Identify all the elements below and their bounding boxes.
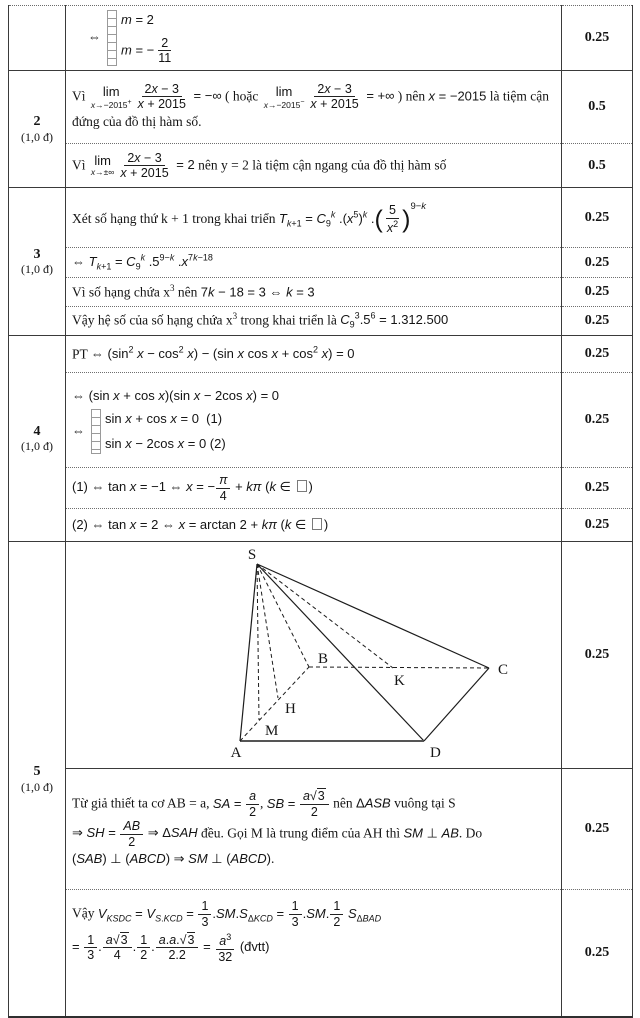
points-cell: 0.25	[562, 542, 633, 769]
points-cell: 0.25	[562, 769, 633, 890]
label-M: M	[265, 723, 279, 739]
points-cell: 0.25	[562, 336, 633, 373]
points-cell: 0.25	[562, 373, 633, 468]
solution-cell: PT ⇔ ($\sin^2$ $x - \cos^2 x) - (\sin$ x $\cos x + \cos^2 x) = 0$	[66, 336, 562, 373]
figure-cell	[66, 542, 562, 769]
solution-cell: Vậy hệ số của số hạng chứa $x^3$ trong khai triển là $C_9^3.5^6 = 1.312.500$	[66, 307, 562, 336]
row-q3b	[9, 248, 633, 278]
solution-cell: Vì lim x→−2015+ $\frac{2x - 3}{x + 2015}$ = −∞ ( hoặc lim x→−2015− $\frac{2x - 3}{x + 2015}$ = +∞ ) nên x = −2015 là tiệm cận đứng của đồ thị hàm số.	[66, 71, 562, 144]
row-q2a	[9, 71, 633, 144]
points-cell: 0.25	[562, 307, 633, 336]
label-K: K	[394, 673, 405, 689]
label-D: D	[430, 745, 441, 761]
question-number: 3	[33, 246, 41, 262]
question-cell-4	[9, 336, 66, 542]
answer-key-table	[8, 5, 633, 1018]
solution-cell: Vì lim x→±∞ $\frac{2x - 3}{x + 2015}$ = 2 nên y = 2 là tiệm cận ngang của đồ thị hàm số	[66, 144, 562, 188]
row-q1-case	[9, 6, 633, 71]
points-cell: 0.25	[562, 890, 633, 1018]
points-cell: 0.25	[562, 468, 633, 509]
question-number: 2	[33, 114, 41, 130]
solution-cell: Vì số hạng chứa $x^3$ nên 7k − 18 = 3 ⇔ k = 3	[66, 278, 562, 307]
row-q4d	[9, 509, 633, 542]
row-q4c	[9, 468, 633, 509]
question-score: (1,0 đ)	[21, 779, 53, 794]
points-cell: 0.5	[562, 71, 633, 144]
solution-cell: Vậy $V_{KSDC} = V_{S.KCD}$ = $\frac{1}{3}$ $.SM.S_{\Delta KCD}$ = $\frac{1}{3}$ .SM. $\frac{1}{2}$ $S_{\Delta BAD}$ = $\frac{1}{3}$ . $\frac{a√3}{4}$ . $\frac{1}{2}$ . $\frac{a.a.√3}{2.2}$ = $\frac{a^3}{32}$ (đvtt)	[66, 890, 562, 1018]
solution-cell: Xét số hạng thứ k + 1 trong khai triển $T_{k+1} = C_9^k$ $.(x^5)^k$ .( $\frac{5}{x^2}$ )$^{9-k}$	[66, 188, 562, 248]
question-cell-empty	[9, 6, 66, 71]
question-score: (1,0 đ)	[21, 129, 53, 144]
question-score: (1,0 đ)	[21, 262, 53, 276]
row-q5b	[9, 769, 633, 890]
row-q5c	[9, 890, 633, 1018]
question-cell-2	[9, 71, 66, 188]
row-q3a	[9, 188, 633, 248]
label-B: B	[318, 651, 329, 667]
vertex-labels	[231, 547, 508, 761]
pyramid-figure	[66, 542, 560, 762]
label-S: S	[247, 547, 257, 563]
solution-cell: Từ giả thiết ta cơ AB = a, SA = $\frac{a}{2}$ , SB = $\frac{a√3}{2}$ nên ΔASB vuông tại S ⇒ SH = $\frac{AB}{2}$ ⇒ ΔSAH đều. Gọi M là trung điểm của AH thì SM ⊥ AB. Do (SAB) ⊥ (ABCD) ⇒ SM ⊥ (ABCD).	[66, 769, 562, 890]
label-A: A	[230, 745, 242, 761]
points-cell: 0.25	[562, 188, 633, 248]
label-H: H	[285, 701, 296, 717]
question-score: (1,0 đ)	[21, 439, 53, 453]
solution-cell: ⇔ $T_{k+1} = C_9^k$ $.5^{9-k}$ $.x^{7k-18}$	[66, 248, 562, 278]
solution-cell: (1) ⇔ tan x = −1 ⇔ x = − $\frac{\pi}{4}$ + kπ (k ∈ )	[66, 468, 562, 509]
solution-cell: ⇔ (sin x + cos x)(sin x − 2cos x) = 0 ⇔ sin x + cos x = 0 (1) sin x − 2cos x = 0 (2)	[66, 373, 562, 468]
points-cell: 0.5	[562, 144, 633, 188]
points-cell: 0.25	[562, 509, 633, 542]
points-cell: 0.25	[562, 248, 633, 278]
question-number: 4	[33, 423, 41, 439]
question-cell-3	[9, 188, 66, 336]
dashed-edges	[240, 564, 489, 741]
row-q5-figure	[9, 542, 633, 769]
question-number: 5	[33, 764, 41, 780]
row-q4b	[9, 373, 633, 468]
question-cell-5	[9, 542, 66, 1018]
row-q4a	[9, 336, 633, 373]
row-q2b	[9, 144, 633, 188]
points-cell: 0.25	[562, 6, 633, 71]
row-q3c	[9, 278, 633, 307]
row-q3d	[9, 307, 633, 336]
solution-cell: (2) ⇔ tan x = 2 ⇔ x = arctan 2 + kπ (k ∈ )	[66, 509, 562, 542]
solid-edges	[240, 564, 489, 741]
points-cell: 0.25	[562, 278, 633, 307]
solution-cell: ⇔ m = 2 m = − $\frac{2}{11}$	[88, 12, 172, 66]
label-C: C	[498, 662, 509, 678]
